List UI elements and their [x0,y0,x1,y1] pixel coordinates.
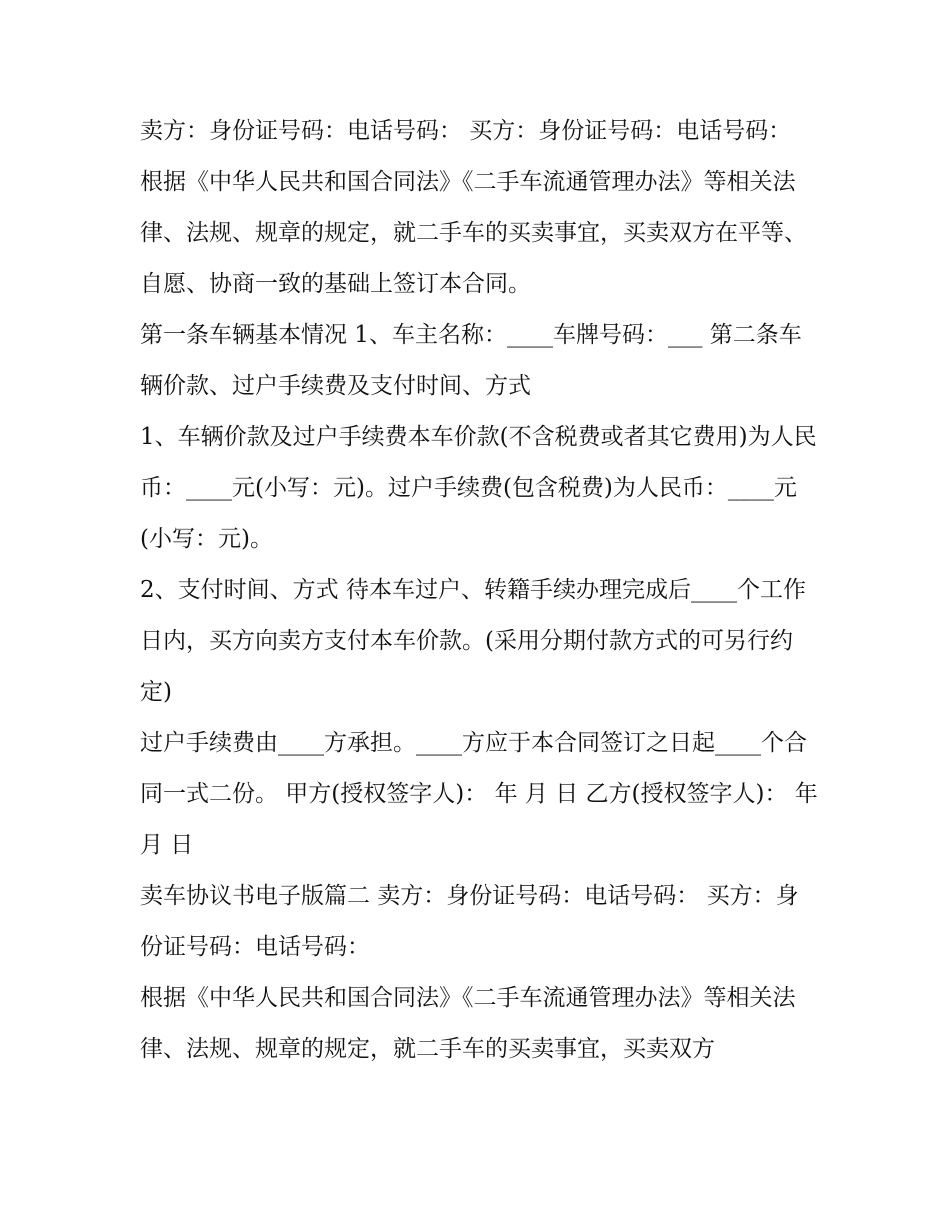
paragraph-fees-signatures: 过户手续费由____方承担。____方应于本合同签订之日起____个合同一式二份。 甲方(授权签字人)： 年 月 日 乙方(授权签字人)： 年 月 日 [140,730,818,858]
document-body [140,106,820,1075]
paragraph-parties: 卖方：身份证号码：电话号码： 买方：身份证号码：电话号码： [140,118,792,144]
paragraph-payment: 2、支付时间、方式 待本车过户、转籍手续办理完成后____个工作日内，买方向卖方支付本车价款。(采用分期付款方式的可另行约定) [140,577,806,705]
paragraph-price: 1、车辆价款及过户手续费本车价款(不含税费或者其它费用)为人民币：____元(小写：元)。过户手续费(包含税费)为人民币：____元(小写：元)。 [140,424,817,552]
paragraph-legal-basis-2: 根据《中华人民共和国合同法》《二手车流通管理办法》等相关法律、法规、规章的规定，就二手车的买卖事宜，买卖双方 [140,985,796,1062]
paragraph-article-one: 第一条车辆基本情况 1、车主名称：____车牌号码：___ 第二条车辆价款、过户手续费及支付时间、方式 [140,322,802,399]
paragraph-legal-basis: 根据《中华人民共和国合同法》《二手车流通管理办法》等相关法律、法规、规章的规定，就二手车的买卖事宜，买卖双方在平等、自愿、协商一致的基础上签订本合同。 [140,169,807,297]
paragraph-second-agreement: 卖车协议书电子版篇二 卖方：身份证号码：电话号码： 买方：身份证号码：电话号码： [140,883,799,960]
